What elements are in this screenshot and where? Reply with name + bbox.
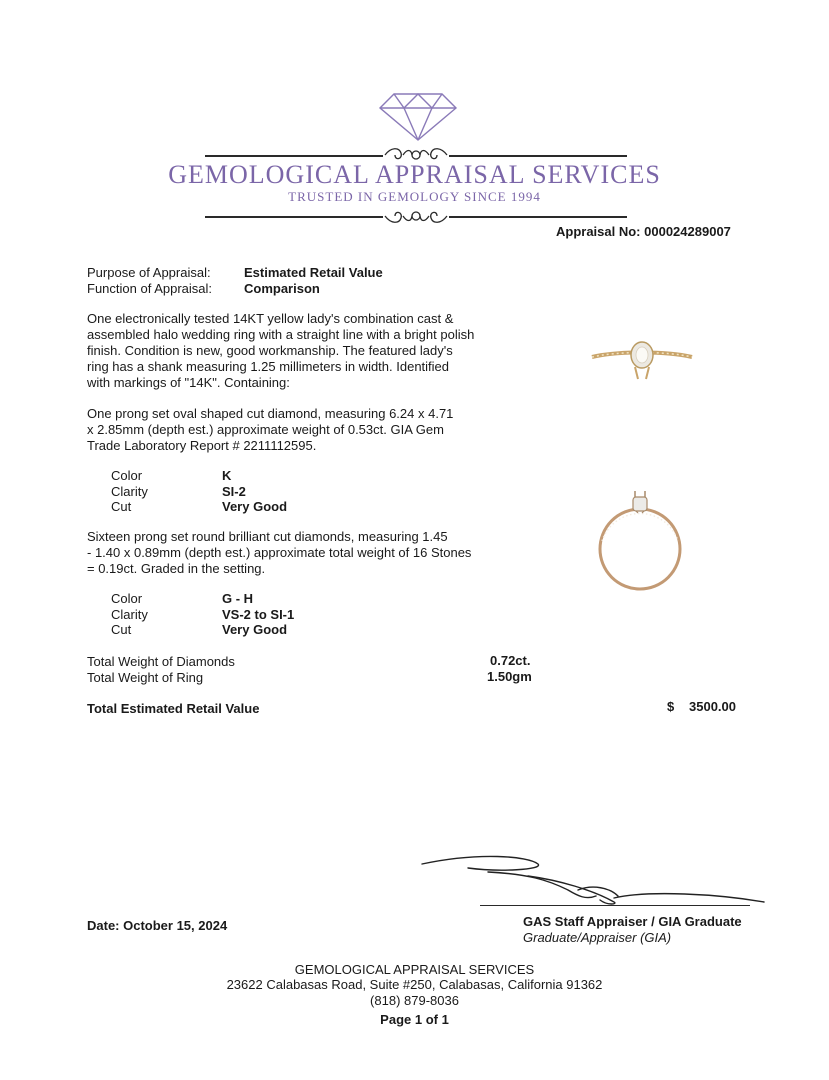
- function-value: Comparison: [244, 281, 320, 296]
- side-stone-line: = 0.19ct. Graded in the setting.: [87, 561, 266, 576]
- center-stone-line: One prong set oval shaped cut diamond, measuring 6.24 x 4.71: [87, 406, 454, 421]
- signer-title: GAS Staff Appraiser / GIA Graduate: [523, 914, 742, 929]
- purpose-label: Purpose of Appraisal:: [87, 265, 211, 280]
- center-clarity-label: Clarity: [111, 484, 148, 499]
- signature-line: [480, 905, 750, 906]
- center-stone-description: [87, 406, 497, 454]
- ring-description: [87, 311, 497, 391]
- footer-address: 23622 Calabasas Road, Suite #250, Calabasas, California 91362: [226, 977, 603, 992]
- center-cut-label: Cut: [111, 499, 132, 514]
- ring-description-line: One electronically tested 14KT yellow lady's combination cast &: [87, 311, 454, 326]
- side-color-value: G - H: [222, 591, 254, 606]
- bottom-rule-right: [449, 216, 627, 218]
- appraisal-date: Date: October 15, 2024: [87, 918, 228, 933]
- side-clarity-value: VS-2 to SI-1: [222, 607, 295, 622]
- signer-subtitle: Graduate/Appraiser (GIA): [523, 930, 672, 945]
- appraisal-no-label: Appraisal No:: [556, 224, 641, 239]
- company-tagline: TRUSTED IN GEMOLOGY SINCE 1994: [288, 189, 541, 204]
- ring-front-view: [592, 485, 688, 595]
- diamond-logo-icon: [378, 92, 458, 142]
- top-rule-left: [205, 155, 383, 157]
- footer-company: GEMOLOGICAL APPRAISAL SERVICES: [294, 962, 535, 977]
- ring-description-line: with markings of "14K". Containing:: [87, 375, 290, 390]
- retail-value-label: Total Estimated Retail Value: [87, 701, 260, 716]
- side-cut-label: Cut: [111, 622, 132, 637]
- total-diamonds-value: 0.72ct.: [490, 653, 531, 668]
- center-clarity-value: SI-2: [222, 484, 246, 499]
- side-cut-value: Very Good: [222, 622, 288, 637]
- appraisal-no-value: 000024289007: [644, 224, 731, 239]
- ring-description-line: ring has a shank measuring 1.25 millimeters in width. Identified: [87, 359, 450, 374]
- company-name-logo: GEMOLOGICAL APPRAISAL SERVICES: [168, 160, 661, 189]
- side-stone-line: Sixteen prong set round brilliant cut diamonds, measuring 1.45: [87, 529, 448, 544]
- total-ring-value: 1.50gm: [487, 669, 532, 684]
- side-clarity-label: Clarity: [111, 607, 148, 622]
- function-label: Function of Appraisal:: [87, 281, 213, 296]
- appraisal-number: [556, 224, 731, 239]
- total-ring-label: Total Weight of Ring: [87, 670, 204, 685]
- retail-value-amount: 3500.00: [689, 699, 736, 714]
- appraiser-signature: [418, 850, 768, 912]
- purpose-value: Estimated Retail Value: [244, 265, 383, 280]
- center-stone-line: x 2.85mm (depth est.) approximate weight of 0.53ct. GIA Gem: [87, 422, 444, 437]
- bottom-ornament-icon: [383, 206, 449, 226]
- page-number: Page 1 of 1: [380, 1012, 449, 1027]
- center-cut-value: Very Good: [222, 499, 288, 514]
- total-diamonds-label: Total Weight of Diamonds: [87, 654, 235, 669]
- bottom-rule-left: [205, 216, 383, 218]
- center-stone-line: Trade Laboratory Report # 2211112595.: [87, 438, 317, 453]
- center-color-label: Color: [111, 468, 143, 483]
- side-color-label: Color: [111, 591, 143, 606]
- ring-description-line: finish. Condition is new, good workmanship. The featured lady's: [87, 343, 453, 358]
- ring-side-view: [588, 335, 696, 385]
- side-stone-description: [87, 529, 497, 577]
- side-stone-line: - 1.40 x 0.89mm (depth est.) approximate total weight of 16 Stones: [87, 545, 472, 560]
- footer-phone: (818) 879-8036: [370, 993, 459, 1008]
- center-color-value: K: [222, 468, 232, 483]
- currency-symbol: $: [667, 699, 675, 714]
- ring-description-line: assembled halo wedding ring with a straight line with a bright polish: [87, 327, 475, 342]
- top-rule-right: [449, 155, 627, 157]
